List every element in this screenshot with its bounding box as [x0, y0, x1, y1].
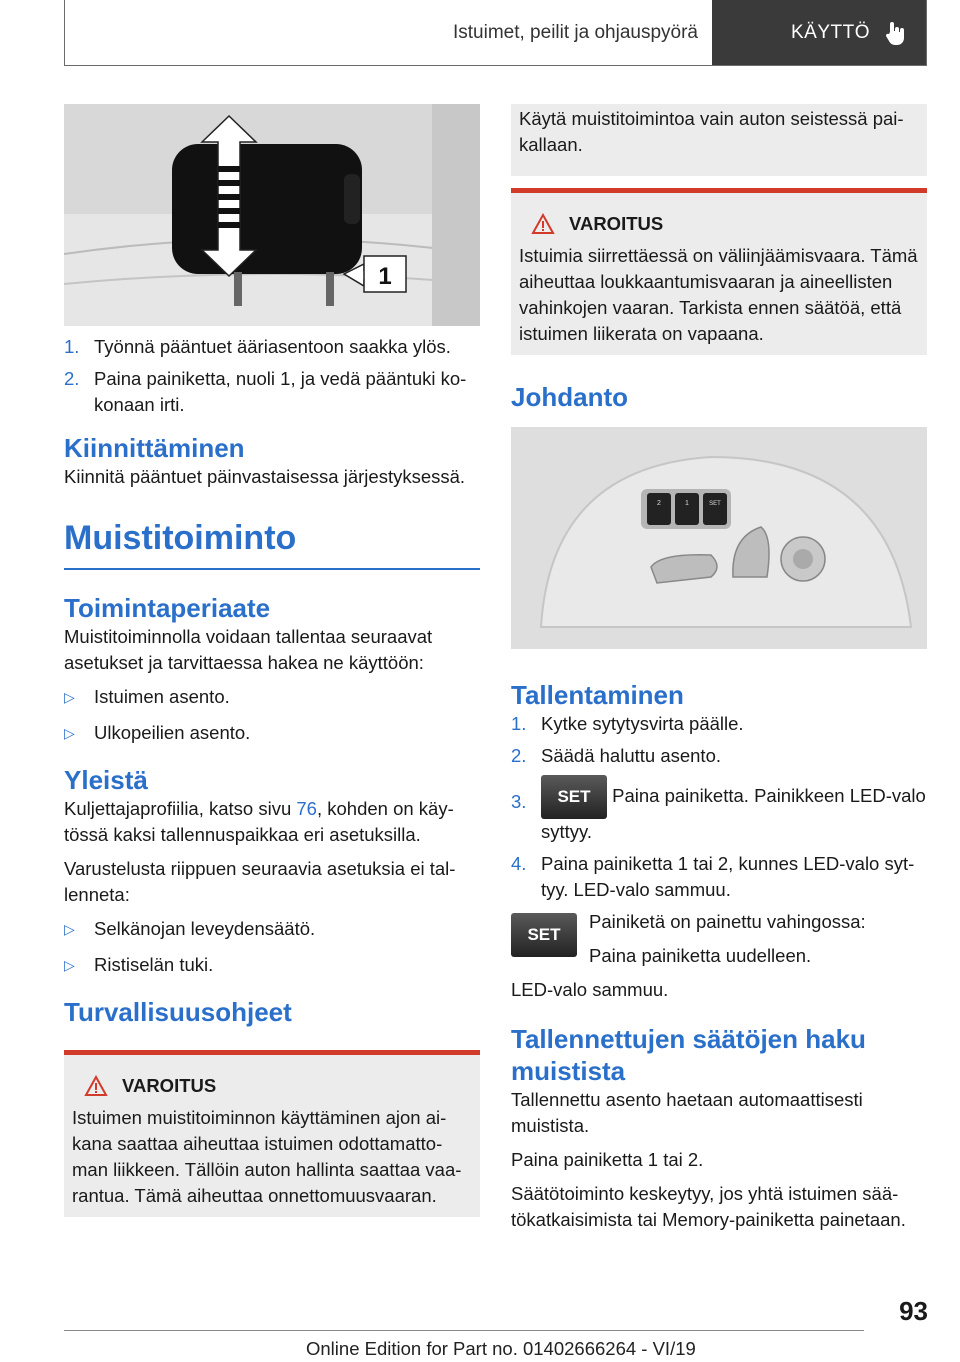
yleista-text-2: Varustelusta riippuen seuraavia asetuksia ei tal-lenneta: [64, 858, 456, 905]
list-item: ▷ Ulkopeilien asento. [64, 722, 251, 743]
chapter-title: KÄYTTÖ [790, 21, 870, 43]
note-box [511, 104, 927, 176]
list-item: ▷ Istuimen asento. [64, 686, 230, 707]
warning-text: Istuimia siirrettäessä on väliinjäämisvaara. Tämä aiheuttaa loukkaantumisvaaran ja aineellisten vahinkojen vaaran. Tarkista ennen säätöä, että istuimen liikerata on vapaana. [519, 245, 918, 344]
hand-pointer-icon [884, 20, 908, 46]
page-header [64, 0, 927, 66]
warning-box [64, 1050, 480, 1217]
kiinnittaminen-text: Kiinnitä pääntuet päinvastaisessa järjestyksessä. [64, 466, 466, 487]
warning-title: VAROITUS [519, 211, 919, 237]
yleista-list [64, 916, 480, 978]
list-item: 1. Työnnä pääntuet ääriasentoon saakka ylös. [64, 336, 451, 357]
list-item: 4. Paina painiketta 1 tai 2, kunnes LED-valo syt-tyy. LED-valo sammuu. [511, 853, 915, 900]
led-off-text: LED-valo sammuu. [511, 979, 669, 1000]
tallentaminen-steps [511, 711, 927, 903]
list-item: 2. Säädä haluttu asento. [511, 745, 722, 766]
set-button-icon: SET [541, 775, 607, 819]
list-item: 2. Paina painiketta, nuoli 1, ja vedä pääntuki ko-konaan irti. [64, 368, 467, 415]
seat-controls-figure [511, 427, 927, 649]
note-text: Käytä muistitoimintoa vain auton seistessä pai-kallaan. [519, 108, 904, 155]
haku-text-2: Paina painiketta 1 tai 2. [511, 1149, 704, 1170]
svg-text:1: 1 [685, 500, 689, 507]
haku-text-3: Säätötoiminto keskeytyy, jos yhtä istuimen sää-tökatkaisimista tai Memory-painiketta painetaan. [511, 1183, 906, 1230]
left-column [64, 104, 480, 1217]
toimintaperiaate-text: Muistitoiminnolla voidaan tallentaa seuraavat asetukset ja tarvittaessa hakea ne käyttöön: [64, 626, 433, 673]
warning-text: Istuimen muistitoiminnon käyttäminen ajon ai-kana saattaa aiheuttaa istuimen odottamatto-man liikkeen. Tällöin auton hallinta saattaa vaa-rantua. Tämä aiheuttaa onnettomuusvaaran. [72, 1107, 462, 1206]
haku-text-1: Tallennettu asento haetaan automaattisesti muistista. [511, 1089, 863, 1136]
heading-yleista: Yleistä [64, 765, 148, 795]
yleista-text: Kuljettajaprofiilia, katso sivu 76, kohden on käy-tössä kaksi tallennuspaikkaa eri asetuksilla. [64, 798, 454, 845]
heading-haku: Tallennettujen säätöjen haku muistista [511, 1024, 866, 1086]
right-column [511, 104, 927, 1241]
page-link[interactable]: 76 [296, 798, 317, 819]
edition-text: Online Edition for Part no. 01402666264 - VI/19 [306, 1338, 696, 1359]
heading-muistitoiminto: Muistitoiminto [64, 516, 480, 570]
heading-johdanto: Johdanto [511, 382, 628, 412]
warning-title: VAROITUS [72, 1073, 472, 1099]
heading-toimintaperiaate: Toimintaperiaate [64, 593, 271, 623]
warning-box [511, 188, 927, 355]
headrest-figure [64, 104, 480, 326]
heading-tallentaminen: Tallentaminen [511, 680, 684, 710]
list-item: 3. SET Paina painiketta. Painikkeen LED-valo syttyy. [511, 775, 927, 845]
svg-text:2: 2 [657, 500, 661, 507]
footer-divider [64, 1330, 864, 1331]
set-button-icon: SET [511, 913, 577, 957]
heading-kiinnittaminen: Kiinnittäminen [64, 433, 245, 463]
list-item: 1. Kytke sytytysvirta päälle. [511, 713, 744, 734]
set-note: SET Painiketä on painettu vahingossa: Paina painiketta uudelleen. [511, 909, 927, 969]
callout-1: 1 [378, 263, 392, 290]
chapter-tab [712, 0, 926, 65]
page-number: 93 [899, 1296, 928, 1326]
section-title: Istuimet, peilit ja ohjauspyörä [452, 21, 698, 43]
svg-text:SET: SET [709, 501, 721, 507]
toimintaperiaate-list [64, 684, 480, 746]
heading-turvallisuusohjeet: Turvallisuusohjeet [64, 997, 292, 1027]
warning-triangle-icon [531, 213, 555, 235]
headrest-steps [64, 334, 480, 418]
warning-triangle-icon [84, 1075, 108, 1097]
list-item: ▷ Ristiselän tuki. [64, 954, 214, 975]
list-item: ▷ Selkänojan leveydensäätö. [64, 918, 316, 939]
